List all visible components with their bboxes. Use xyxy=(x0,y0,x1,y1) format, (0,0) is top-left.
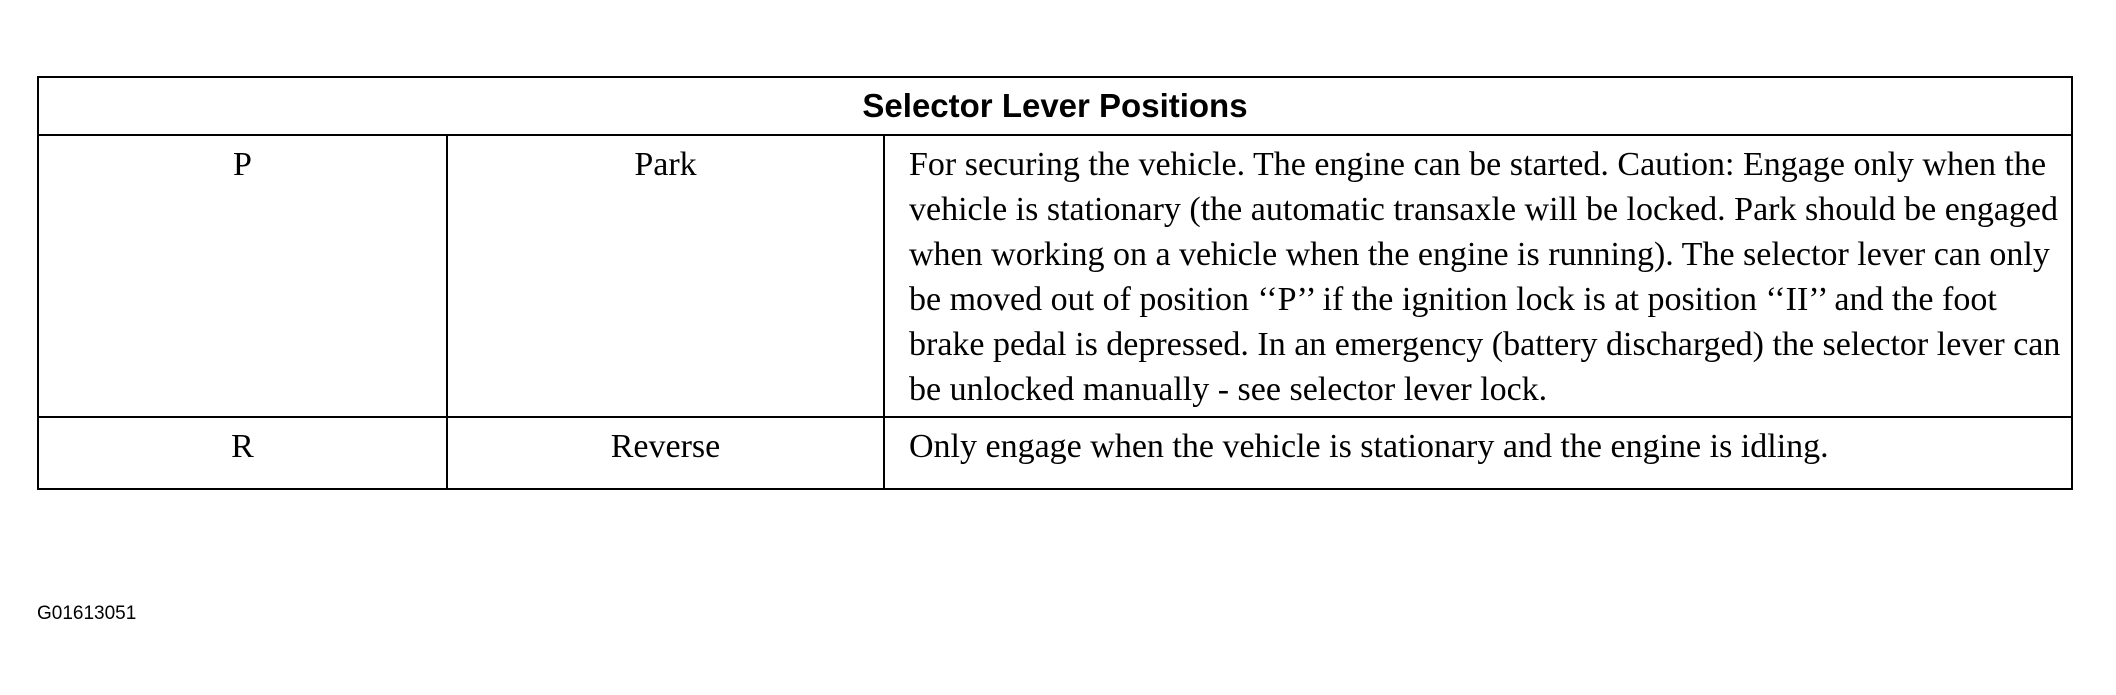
position-code: R xyxy=(38,417,447,489)
position-code: P xyxy=(38,135,447,417)
selector-lever-table xyxy=(37,76,2073,490)
table-row xyxy=(38,135,2072,417)
table-row xyxy=(38,417,2072,489)
table-title: Selector Lever Positions xyxy=(38,77,2072,135)
position-name: Park xyxy=(447,135,884,417)
position-description: For securing the vehicle. The engine can be started. Caution: Engage only when the vehicle is stationary (the automatic transaxle will be locked. Park should be engaged when working on a vehicle when the engine is running). The selector lever can only be moved out of position ‘‘P’’ if the ignition lock is at position ‘‘II’’ and the foot brake pedal is depressed. In an emergency (battery discharged) the selector lever can be unlocked manually - see selector lever lock. xyxy=(884,135,2072,417)
position-name: Reverse xyxy=(447,417,884,489)
table-header-row xyxy=(38,77,2072,135)
position-description: Only engage when the vehicle is stationary and the engine is idling. xyxy=(884,417,2072,489)
figure-id: G01613051 xyxy=(37,603,137,624)
